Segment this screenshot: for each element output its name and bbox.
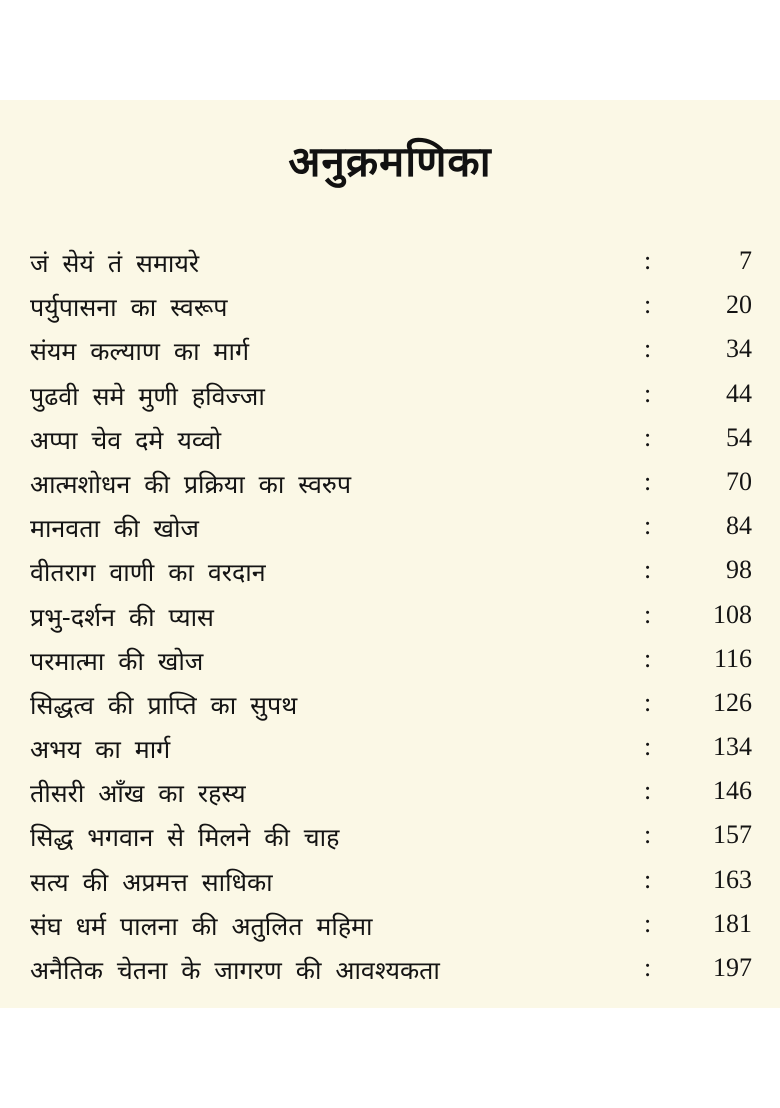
toc-page-number: 7 xyxy=(739,246,752,275)
toc-entry-title: अप्पा चेव दमे यव्वो xyxy=(30,425,222,455)
page-title: अनुक्रमणिका xyxy=(288,137,492,186)
toc-entry-title: आत्मशोधन की प्रक्रिया का स्वरुप xyxy=(30,469,352,499)
toc-page-number: 116 xyxy=(713,643,752,673)
toc-entry xyxy=(30,947,752,991)
toc-entry-title: संयम कल्याण का मार्ग xyxy=(30,337,250,367)
toc-page-number: 108 xyxy=(713,599,752,629)
document-page xyxy=(0,100,780,1008)
toc-entry xyxy=(30,461,752,505)
toc-page-number: 70 xyxy=(726,466,752,496)
toc-separator: : xyxy=(644,246,652,275)
toc-page-number: 163 xyxy=(713,864,752,894)
toc-entry-title: तीसरी आँख का रहस्य xyxy=(30,779,246,809)
toc-page-number: 98 xyxy=(726,555,752,585)
toc-entry-title: अभय का मार्ग xyxy=(30,735,171,765)
toc-page-number: 54 xyxy=(726,422,752,452)
toc-page-number: 134 xyxy=(713,732,752,762)
toc-page-number: 126 xyxy=(713,687,752,717)
toc-entry xyxy=(30,903,752,947)
toc-separator: : xyxy=(644,555,652,585)
toc-entry-title: संघ धर्म पालना की अतुलित महिमा xyxy=(30,911,373,941)
toc-entry xyxy=(30,770,752,814)
toc-separator: : xyxy=(644,643,652,673)
toc-separator: : xyxy=(644,687,652,717)
toc-page-number: 197 xyxy=(713,953,752,982)
toc-separator: : xyxy=(644,378,652,408)
toc-entry xyxy=(30,726,752,770)
toc-entry-title: परमात्मा की खोज xyxy=(30,646,204,676)
toc-entry xyxy=(30,594,752,638)
toc-separator: : xyxy=(644,953,652,982)
toc-entry xyxy=(30,859,752,903)
toc-entry-title: वीतराग वाणी का वरदान xyxy=(30,558,266,588)
toc-entry xyxy=(30,505,752,549)
toc-separator: : xyxy=(644,908,652,938)
table-of-contents xyxy=(30,240,752,991)
toc-entry-title: जं सेयं तं समायरे xyxy=(30,249,200,278)
toc-entry-title: सिद्धत्व की प्राप्ति का सुपथ xyxy=(30,690,298,720)
toc-separator: : xyxy=(644,864,652,894)
toc-entry xyxy=(30,549,752,593)
toc-separator: : xyxy=(644,290,652,320)
toc-entry-title: पर्युपासना का स्वरूप xyxy=(30,293,228,323)
toc-page-number: 146 xyxy=(713,776,752,806)
toc-separator: : xyxy=(644,732,652,762)
toc-separator: : xyxy=(644,334,652,364)
toc-separator: : xyxy=(644,466,652,496)
toc-page-number: 181 xyxy=(713,908,752,938)
toc-entry-title: प्रभु-दर्शन की प्यास xyxy=(30,602,214,632)
toc-entry-title: अनैतिक चेतना के जागरण की आवश्यकता xyxy=(30,956,440,985)
toc-entry xyxy=(30,328,752,372)
toc-separator: : xyxy=(644,776,652,806)
toc-entry xyxy=(30,638,752,682)
toc-entry xyxy=(30,284,752,328)
toc-entry xyxy=(30,373,752,417)
toc-separator: : xyxy=(644,599,652,629)
toc-entry-title: सत्य की अप्रमत्त साधिका xyxy=(30,867,273,897)
toc-entry-title: सिद्ध भगवान से मिलने की चाह xyxy=(30,823,340,853)
toc-page-number: 44 xyxy=(726,378,752,408)
toc-separator: : xyxy=(644,820,652,850)
toc-entry-title: मानवता की खोज xyxy=(30,514,199,544)
toc-entry xyxy=(30,417,752,461)
toc-entry xyxy=(30,682,752,726)
toc-page-number: 84 xyxy=(726,511,752,541)
toc-entry xyxy=(30,240,752,284)
toc-separator: : xyxy=(644,422,652,452)
toc-separator: : xyxy=(644,511,652,541)
toc-entry xyxy=(30,814,752,858)
toc-entry-title: पुढवी समे मुणी हविज्जा xyxy=(30,381,265,411)
toc-page-number: 20 xyxy=(726,290,752,320)
toc-page-number: 34 xyxy=(726,334,752,364)
toc-page-number: 157 xyxy=(713,820,752,850)
